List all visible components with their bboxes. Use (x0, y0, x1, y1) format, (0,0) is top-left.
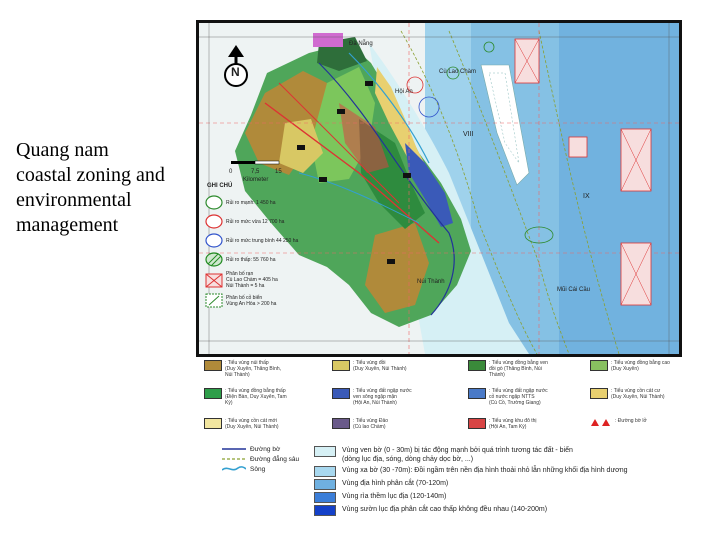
inset-legend-label: Rủi ro mạnh: 1 450 ha (226, 199, 276, 206)
hatched-circle-icon (205, 252, 223, 267)
risk-circle-icon (205, 233, 223, 248)
scale-unit: Kilometer (243, 177, 269, 183)
inset-legend-item (205, 271, 323, 289)
zone-legend-item (332, 418, 415, 430)
zone-swatch (204, 360, 222, 371)
depth-legend-item (314, 446, 684, 464)
zone-legend-label: : Tiểu vùng đồi (Duy Xuyên, Núi Thành) (353, 360, 407, 372)
inset-legend-title: GHI CHÚ (207, 183, 233, 189)
scale-tick-1: 7,5 (251, 169, 260, 175)
zone-swatch (468, 388, 486, 399)
depth-swatch (314, 492, 336, 503)
slide-title: Quang nam coastal zoning and environmental management (16, 139, 165, 236)
inset-legend-item (205, 233, 323, 248)
line-legend-item (222, 444, 312, 454)
inset-legend-label: Rủi ro thấp: 55 760 ha (226, 256, 276, 263)
zone-legend-label: : Tiểu vùng cồn cát mới (Duy Xuyên, Núi Thành) (225, 418, 279, 430)
depth-swatch (314, 479, 336, 490)
zone-legend-label: : Tiểu vùng núi thấp (Duy Xuyên, Thăng Bình, Núi Thành) (225, 360, 282, 378)
seagrass-hatch-icon (205, 293, 223, 308)
zone-legend-item (204, 418, 287, 430)
line-legend-label: Đường đẳng sâu (250, 455, 300, 463)
zone-legend-label: : Tiểu vùng cồn cát cư (Duy Xuyên, Núi Thành) (611, 388, 665, 400)
depth-legend (314, 446, 684, 518)
place-cu-lao-cham: Cù Lao Chàm (439, 69, 477, 75)
place-nui-thanh: Núi Thành (417, 279, 445, 285)
zone-swatch (332, 418, 350, 429)
zone-legend-label: : Tiểu vùng khu đô thị (Hội An, Tam Kỳ) (489, 418, 537, 430)
depth-legend-label: Vùng địa hình phân cắt (70-120m) (342, 480, 449, 487)
zone-legend-item (468, 360, 551, 378)
zone-label-viii: VIII (463, 131, 474, 138)
inset-legend (205, 195, 323, 312)
risk-circle-icon (205, 195, 223, 210)
zone-swatch (204, 418, 222, 429)
place-hoi-an: Hội An (395, 89, 413, 95)
line-legend-label: Sông (250, 465, 266, 473)
line-legend-label: Đường bờ (250, 445, 281, 453)
depth-legend-item (314, 492, 684, 503)
river-icon (222, 465, 246, 473)
zone-label-ix: IX (583, 193, 590, 200)
inset-legend-item (205, 214, 323, 229)
inset-legend-label: Rủi ro mức vừa 12 700 ha (226, 218, 285, 225)
reef-hatch-icon (205, 273, 223, 288)
inset-legend-item (205, 293, 323, 308)
depth-legend-item (314, 466, 684, 477)
inset-legend-label: Rủi ro mức trung bình 44 250 ha (226, 237, 299, 244)
depth-swatch (314, 505, 336, 516)
zone-legend (204, 360, 676, 442)
zone-swatch (468, 418, 486, 429)
zone-legend-item (468, 418, 551, 430)
zone-legend-item (332, 360, 415, 372)
isobath-icon (222, 455, 246, 463)
inset-legend-label: Phân bố cỏ biển Vùng An Hòa > 200 ha (226, 294, 277, 307)
north-label: N (231, 65, 240, 79)
scale-tick-2: 15 (275, 169, 282, 175)
zone-legend-item (204, 360, 287, 378)
zone-swatch (204, 388, 222, 399)
zone-legend-item (590, 360, 673, 372)
depth-legend-label: Vùng sườn lục địa phân cắt cao thấp không đều nhau (140-200m) (342, 506, 548, 513)
zoning-map (196, 20, 682, 357)
depth-legend-label: Vùng xa bờ (30 -70m): Đồi ngầm trên nền địa hình thoải nhỏ lẫn những khối địa hình dương (342, 467, 628, 474)
depth-legend-label: Vùng rìa thềm lục địa (120-140m) (342, 493, 447, 500)
zone-swatch (590, 388, 608, 399)
place-da-nang: Đà Nẵng (349, 41, 373, 47)
place-mui-cai-cau: Mũi Cái Cầu (557, 287, 591, 293)
zone-legend-label: : Đường bờ lở (615, 418, 647, 424)
zone-legend-label: : Tiểu vùng đồng bằng ven đồi gò (Thăng Bình, Núi Thành) (489, 360, 548, 378)
line-legend-item (222, 454, 312, 464)
inset-legend-label: Phân bố rạn Cù Lao Chàm = 405 ha Núi Thành = 5 ha (226, 271, 278, 289)
zone-swatch (332, 388, 350, 399)
line-legend-item (222, 464, 312, 474)
depth-swatch (314, 466, 336, 477)
zone-swatch (590, 360, 608, 371)
shoreline-icon (222, 445, 246, 453)
zone-legend-item (332, 388, 415, 406)
zone-legend-label: : Tiểu vùng đất ngập nước ven sông ngập mặn (Hội An, Núi Thành) (353, 388, 412, 406)
depth-legend-label: Vùng ven bờ (0 - 30m) bị tác động mạnh bởi quá trình tương tác đất - biển (dòng lục địa, sóng, dòng chảy dọc bờ, ...) (342, 447, 573, 463)
zone-legend-item (468, 388, 551, 406)
zone-swatch (332, 360, 350, 371)
zone-legend-label: : Tiểu vùng đất ngập nước cỏ nước ngập NTTS (Cù Cồ, Trường Giang) (489, 388, 548, 406)
inset-legend-item (205, 195, 323, 210)
line-legend (222, 444, 312, 474)
risk-circle-icon (205, 214, 223, 229)
depth-swatch (314, 446, 336, 457)
zone-legend-label: : Tiểu vùng đồng bằng cao (Duy Xuyên) (611, 360, 670, 372)
zone-legend-label: : Tiểu vùng Đảo (Cù lao Chàm) (353, 418, 389, 430)
depth-legend-item (314, 479, 684, 490)
zone-legend-item (204, 388, 287, 406)
zone-legend-label: : Tiểu vùng đồng bằng thấp (Điện Bàn, Duy Xuyên, Tam Kỳ) (225, 388, 287, 406)
zone-legend-item (590, 388, 673, 400)
zone-swatch (468, 360, 486, 371)
scale-tick-0: 0 (229, 169, 233, 175)
eroding-shore-icon (590, 418, 612, 427)
inset-legend-item (205, 252, 323, 267)
depth-legend-item (314, 505, 684, 516)
zone-legend-item (590, 418, 677, 427)
